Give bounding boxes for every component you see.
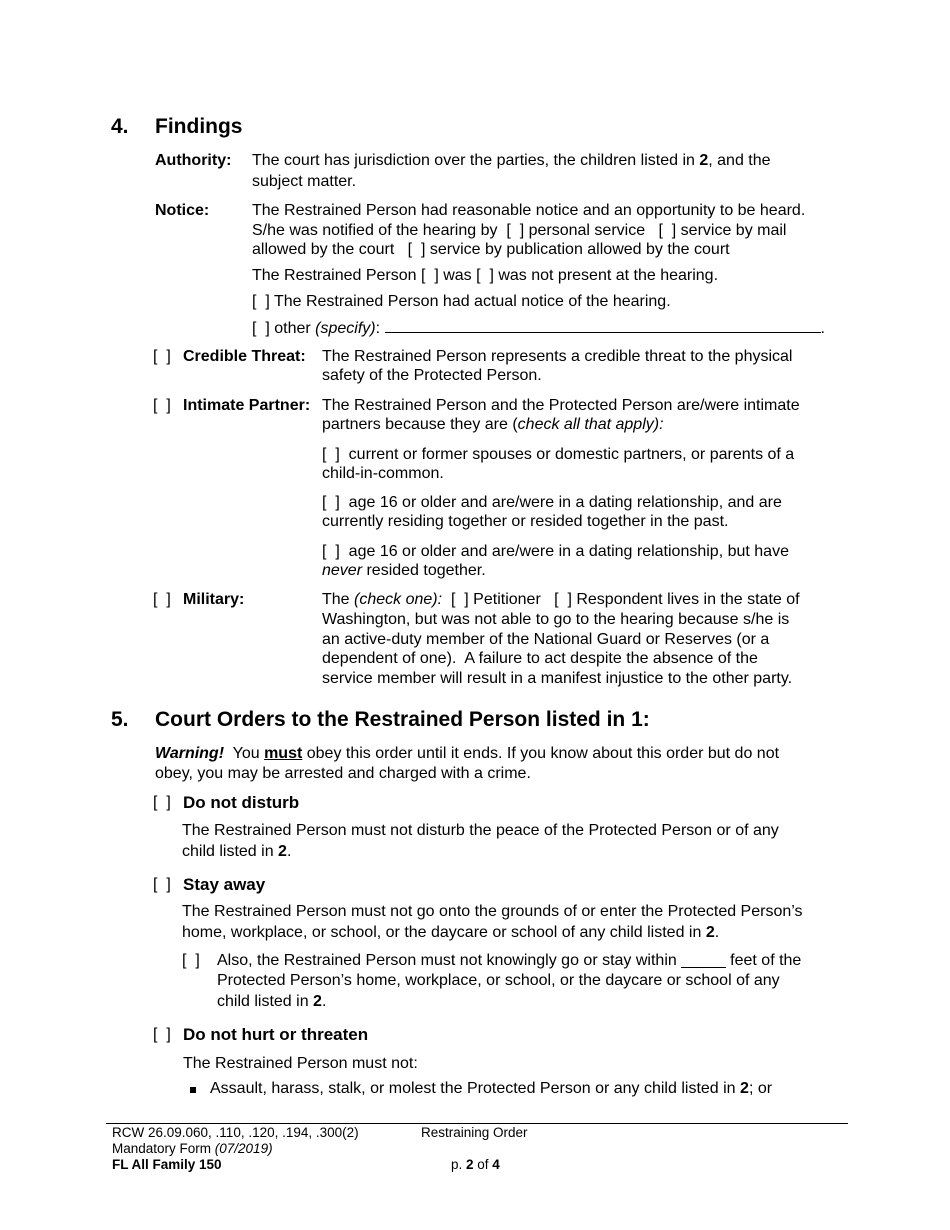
authority-label: Authority: — [155, 152, 232, 169]
stay-away-also-line1: Also, the Restrained Person must not knowingly go or stay within _____ feet of the — [217, 952, 802, 969]
footer-page-number: p. 2 of 4 — [451, 1157, 500, 1172]
intimate-option-dating-together-line1[interactable]: [ ] age 16 or older and are/were in a dating relationship, and are — [322, 494, 782, 511]
notice-line2: S/he was notified of the hearing by [ ] personal service [ ] service by mail — [252, 222, 787, 239]
authority-text-line1: The court has jurisdiction over the parties, the children listed in 2, and the — [252, 152, 771, 169]
do-not-disturb-line1: The Restrained Person must not disturb the peace of the Protected Person or of any — [182, 822, 779, 839]
bullet-square-icon — [190, 1080, 196, 1100]
credible-threat-checkbox[interactable]: [ ] — [153, 348, 171, 365]
credible-threat-line1: The Restrained Person represents a credible threat to the physical — [322, 348, 793, 365]
do-not-disturb-checkbox[interactable]: [ ] — [153, 794, 171, 811]
footer-rcw: RCW 26.09.060, .110, .120, .194, .300(2) — [112, 1125, 359, 1140]
footer-doc-title: Restraining Order — [421, 1125, 528, 1140]
military-checkbox[interactable]: [ ] — [153, 591, 171, 608]
credible-threat-line2: safety of the Protected Person. — [322, 367, 542, 384]
section-5-title: Court Orders to the Restrained Person listed in 1: — [155, 708, 650, 731]
military-line1: The (check one): [ ] Petitioner [ ] Respondent lives in the state of — [322, 591, 800, 608]
notice-line1: The Restrained Person had reasonable notice and an opportunity to be heard. — [252, 202, 806, 219]
footer-mandatory-form: Mandatory Form (07/2019) — [112, 1141, 273, 1156]
do-not-hurt-bullet1: Assault, harass, stalk, or molest the Protected Person or any child listed in 2; or — [210, 1080, 773, 1097]
notice-presence-line: The Restrained Person [ ] was [ ] was not present at the hearing. — [252, 267, 719, 284]
stay-away-also-checkbox[interactable]: [ ] — [182, 952, 200, 969]
intimate-option-spouses-line1[interactable]: [ ] current or former spouses or domestic partners, or parents of a — [322, 446, 795, 463]
intimate-option-dating-together-line2: currently residing together or resided together in the past. — [322, 513, 729, 530]
intimate-partner-label: Intimate Partner: — [183, 397, 311, 414]
notice-actual-notice-line: [ ] The Restrained Person had actual notice of the hearing. — [252, 293, 671, 310]
do-not-hurt-title: Do not hurt or threaten — [183, 1025, 369, 1044]
stay-away-title: Stay away — [183, 875, 266, 894]
notice-other-line: [ ] other (specify): . — [252, 320, 825, 337]
warning-line2: obey, you may be arrested and charged with a crime. — [155, 765, 531, 782]
do-not-disturb-line2: child listed in 2. — [182, 843, 292, 860]
intimate-partner-checkbox[interactable]: [ ] — [153, 397, 171, 414]
do-not-hurt-checkbox[interactable]: [ ] — [153, 1026, 171, 1043]
notice-label: Notice: — [155, 202, 210, 219]
authority-text-line2: subject matter. — [252, 173, 357, 190]
stay-away-also-line2: Protected Person’s home, workplace, or school, or the daycare or school of any — [217, 972, 780, 989]
do-not-hurt-intro: The Restrained Person must not: — [183, 1055, 418, 1072]
stay-away-line2: home, workplace, or school, or the daycare or school of any child listed in 2. — [182, 924, 720, 941]
other-specify-blank[interactable] — [385, 318, 821, 333]
section-4-title: Findings — [155, 115, 243, 138]
stay-away-line1: The Restrained Person must not go onto the grounds of or enter the Protected Person’s — [182, 903, 803, 920]
stay-away-also-line3: child listed in 2. — [217, 993, 327, 1010]
footer-divider — [106, 1123, 848, 1124]
intimate-option-spouses-line2: child-in-common. — [322, 465, 444, 482]
military-line5: service member will result in a manifest injustice to the other party. — [322, 670, 793, 687]
do-not-disturb-title: Do not disturb — [183, 793, 300, 812]
section-4-number: 4. — [111, 115, 129, 138]
section-5-number: 5. — [111, 708, 129, 731]
stay-away-checkbox[interactable]: [ ] — [153, 876, 171, 893]
intimate-partner-line2: partners because they are (check all that apply): — [322, 416, 664, 433]
notice-line3: allowed by the court [ ] service by publication allowed by the court — [252, 241, 730, 258]
footer-form-id: FL All Family 150 — [112, 1157, 222, 1172]
intimate-partner-line1: The Restrained Person and the Protected Person are/were intimate — [322, 397, 800, 414]
military-line4: dependent of one). A failure to act despite the absence of the — [322, 650, 758, 667]
credible-threat-label: Credible Threat: — [183, 348, 306, 365]
warning-line1: Warning! You must obey this order until it ends. If you know about this order but do not — [155, 745, 780, 762]
military-line2: Washington, but was not able to go to the hearing because s/he is — [322, 611, 790, 628]
military-label: Military: — [183, 591, 245, 608]
intimate-option-dating-apart-line1[interactable]: [ ] age 16 or older and are/were in a dating relationship, but have — [322, 543, 789, 560]
military-line3: an active-duty member of the National Guard or Reserves (or a — [322, 631, 770, 648]
intimate-option-dating-apart-line2: never resided together. — [322, 562, 486, 579]
